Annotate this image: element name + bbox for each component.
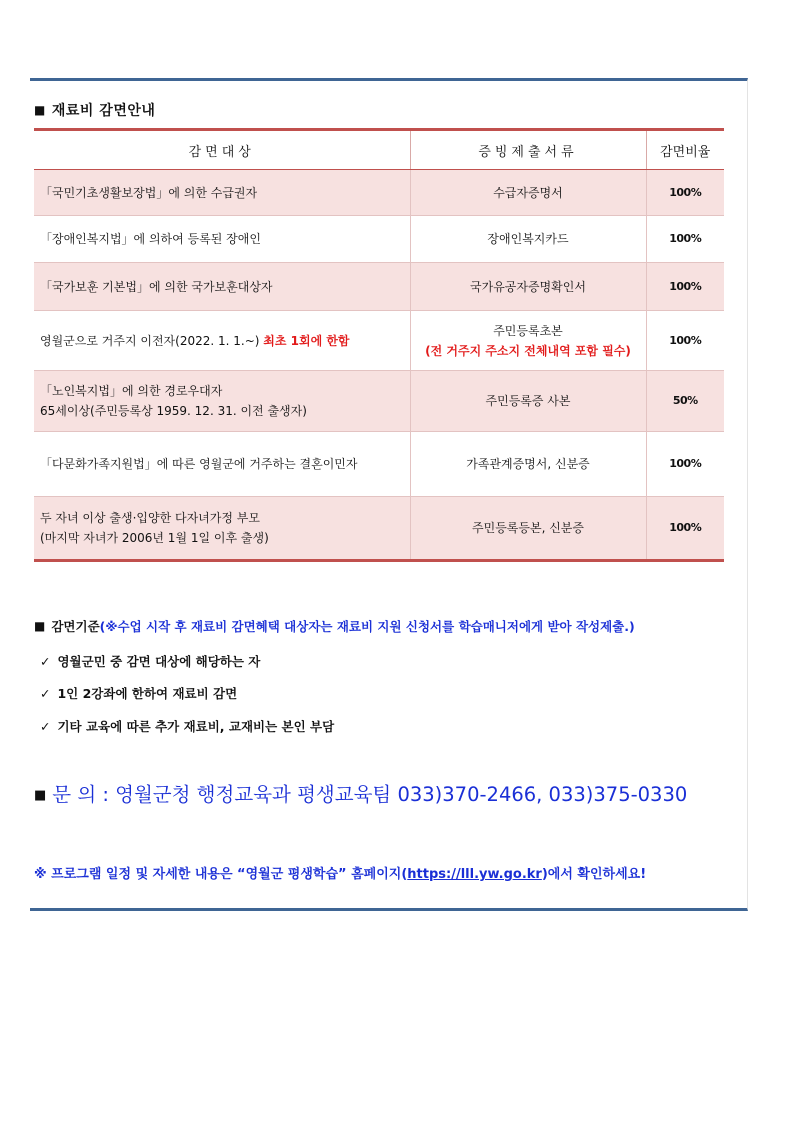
- document-text: 장애인복지카드: [487, 232, 569, 246]
- target-cell: [34, 311, 410, 371]
- document-cell: [410, 497, 646, 561]
- document-highlight: (전 거주지 주소지 전체내역 포함 필수): [425, 343, 631, 358]
- target-text: 「노인복지법」에 의한 경로우대자: [40, 384, 223, 398]
- document-cell: [410, 170, 646, 216]
- header-ratio: 감면비율: [646, 130, 724, 170]
- target-text: 「국가보훈 기본법」에 의한 국가보훈대상자: [40, 279, 273, 294]
- document-text: 국가유공자증명확인서: [470, 279, 586, 294]
- check-icon: ✓: [40, 686, 51, 701]
- ratio-cell: 100%: [646, 263, 724, 311]
- criteria-item-text: 기타 교육에 따른 추가 재료비, 교재비는 본인 부담: [57, 719, 335, 734]
- document-cell: [410, 371, 646, 432]
- check-icon: ✓: [40, 719, 51, 734]
- footnote-prefix: ※ 프로그램 일정 및 자세한 내용은 “영월군 평생학습” 홈페이지(: [34, 867, 408, 882]
- ratio-cell: 100%: [646, 432, 724, 497]
- target-cell: [34, 497, 410, 561]
- document-text: 주민등록등본, 신분증: [472, 521, 584, 535]
- section-title: [34, 100, 155, 120]
- criteria-label: 감면기준: [51, 619, 100, 634]
- document-text: 가족관계증명서, 신분증: [466, 457, 590, 471]
- target-cell: [34, 216, 410, 263]
- criteria-heading: [34, 617, 635, 635]
- check-icon: ✓: [40, 654, 51, 669]
- document-text: 주민등록초본: [493, 323, 563, 338]
- table-row: [34, 216, 724, 263]
- target-text: 「국민기초생활보장법」에 의한 수급권자: [40, 185, 258, 200]
- ratio-cell: 100%: [646, 311, 724, 371]
- criteria-item-text: 영월군민 중 감면 대상에 해당하는 자: [57, 654, 261, 669]
- ratio-cell: 100%: [646, 170, 724, 216]
- target-cell: [34, 371, 410, 432]
- footnote-suffix: )에서 확인하세요!: [541, 867, 647, 882]
- target-cell: [34, 170, 410, 216]
- table-row: [34, 371, 724, 432]
- document-cell: [410, 263, 646, 311]
- document-text: 수급자증명서: [493, 185, 563, 200]
- discount-table: [34, 128, 724, 562]
- table-row: [34, 311, 724, 371]
- section-title-text: 재료비 감면안내: [51, 103, 156, 119]
- criteria-item: [40, 717, 334, 735]
- document-cell: [410, 311, 646, 371]
- square-bullet-icon: ■: [34, 619, 46, 633]
- inquiry-line: [34, 779, 687, 807]
- target-cell: [34, 432, 410, 497]
- inquiry-text: 문 의 : 영월군청 행정교육과 평생교육팀 033)370-2466, 033)375-0330: [52, 783, 688, 806]
- square-bullet-icon: ■: [34, 103, 46, 117]
- header-target: 감면대상: [34, 130, 410, 170]
- ratio-cell: 100%: [646, 497, 724, 561]
- target-text: 65세이상(주민등록상 1959. 12. 31. 이전 출생자): [40, 404, 307, 418]
- target-text: 영월군으로 거주지 이전자(2022. 1. 1.~): [40, 333, 264, 348]
- criteria-item: [40, 684, 237, 702]
- target-text: 「장애인복지법」에 의하여 등록된 장애인: [40, 232, 261, 246]
- square-bullet-icon: ■: [34, 788, 47, 803]
- target-text: 「다문화가족지원법」에 따른 영월군에 거주하는 결혼이민자: [40, 457, 358, 471]
- table-header-row: [34, 130, 724, 170]
- table-row: [34, 497, 724, 561]
- table-row: [34, 432, 724, 497]
- ratio-cell: 100%: [646, 216, 724, 263]
- document-text: 주민등록증 사본: [485, 394, 571, 408]
- ratio-cell: 50%: [646, 371, 724, 432]
- header-documents: 증빙제출서류: [410, 130, 646, 170]
- homepage-link[interactable]: https://lll.yw.go.kr: [407, 867, 542, 882]
- target-text: 두 자녀 이상 출생·입양한 다자녀가정 부모: [40, 511, 260, 525]
- target-highlight: 최초 1회에 한함: [263, 333, 350, 348]
- criteria-note: (※수업 시작 후 재료비 감면혜택 대상자는 재료비 지원 신청서를 학습매니저에게 받아 작성제출.): [99, 619, 635, 634]
- document-cell: [410, 216, 646, 263]
- target-cell: [34, 263, 410, 311]
- criteria-item: [40, 652, 260, 670]
- criteria-item-text: 1인 2강좌에 한하여 재료비 감면: [57, 686, 238, 701]
- document-cell: [410, 432, 646, 497]
- table-row: [34, 263, 724, 311]
- table-row: [34, 170, 724, 216]
- footnote: [34, 863, 646, 882]
- target-text: (마지막 자녀가 2006년 1월 1일 이후 출생): [40, 531, 269, 545]
